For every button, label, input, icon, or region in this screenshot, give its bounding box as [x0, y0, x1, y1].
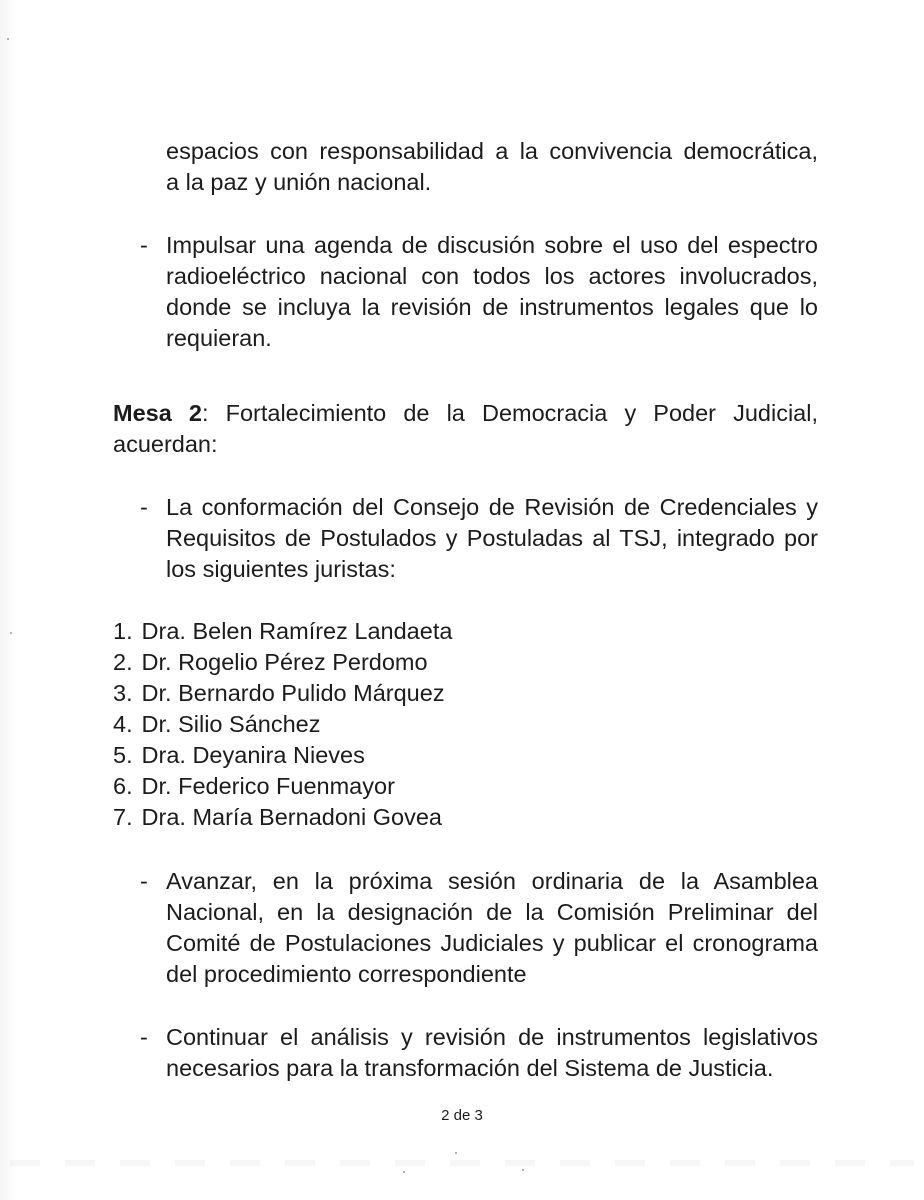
jurist-name: Dra. María Bernadoni Govea	[141, 804, 442, 830]
bullet-paragraph-justice	[166, 1022, 818, 1084]
bullet-dash: -	[140, 494, 148, 520]
mesa-2-paragraph	[113, 398, 818, 460]
scan-speck	[10, 632, 12, 634]
bullet-paragraph-spectrum	[166, 230, 818, 354]
list-item: 2. Dr. Rogelio Pérez Perdomo	[113, 649, 428, 675]
jurist-name: Dra. Belen Ramírez Landaeta	[141, 618, 453, 644]
list-item: 3. Dr. Bernardo Pulido Márquez	[113, 680, 445, 706]
bullet-paragraph-council	[166, 492, 818, 585]
list-item: 4. Dr. Silio Sánchez	[113, 711, 321, 737]
list-item: 6. Dr. Federico Fuenmayor	[113, 773, 395, 799]
page-number: 2 de 3	[441, 1107, 483, 1124]
mesa-2-title: : Fortalecimiento de la Democracia y Poder Judicial,	[201, 400, 818, 426]
mesa-2-line	[113, 398, 818, 429]
paragraph-line: necesarios para la transformación del Sistema de Justicia.	[166, 1055, 774, 1081]
paragraph-line: Impulsar una agenda de discusión sobre el uso del espectro	[166, 232, 818, 258]
paragraph-line: La conformación del Consejo de Revisión de Credenciales y	[166, 494, 818, 520]
paragraph-line: espacios con responsabilidad a la convivencia democrática,	[166, 138, 818, 164]
list-item: 1. Dra. Belen Ramírez Landaeta	[113, 618, 453, 644]
scan-speck	[455, 1152, 457, 1154]
scan-speck	[522, 1169, 524, 1171]
paragraph-line: Requisitos de Postulados y Postuladas al TSJ, integrado por	[166, 525, 818, 551]
jurist-name: Dr. Federico Fuenmayor	[141, 773, 395, 799]
jurist-name: Dr. Silio Sánchez	[141, 711, 321, 737]
paragraph-line: Comité de Postulaciones Judiciales y publicar el cronograma	[166, 930, 818, 956]
scan-speck	[7, 38, 9, 40]
bullet-dash: -	[140, 232, 148, 258]
paragraph-line: Continuar el análisis y revisión de instrumentos legislativos	[166, 1024, 818, 1050]
paragraph-line: los siguientes juristas:	[166, 556, 396, 582]
paragraph-line: del procedimiento correspondiente	[166, 961, 527, 987]
paragraph-line: Avanzar, en la próxima sesión ordinaria de la Asamblea	[166, 868, 818, 894]
list-item: 5. Dra. Deyanira Nieves	[113, 742, 365, 768]
paragraph-line: donde se incluya la revisión de instrumentos legales que lo	[166, 294, 818, 320]
paragraph-line: Nacional, en la designación de la Comisión Preliminar del	[166, 899, 818, 925]
paragraph-line: radioeléctrico nacional con todos los actores involucrados,	[166, 263, 818, 289]
paragraph-line: requieran.	[166, 325, 272, 351]
scan-speck	[403, 1171, 405, 1173]
bullet-dash: -	[140, 1024, 148, 1050]
jurist-name: Dr. Bernardo Pulido Márquez	[141, 680, 445, 706]
continuation-paragraph	[166, 136, 818, 198]
paragraph-line: a la paz y unión nacional.	[166, 169, 432, 195]
paragraph-line: acuerdan:	[113, 431, 218, 457]
bullet-paragraph-assembly	[166, 866, 818, 990]
list-item: 7. Dra. María Bernadoni Govea	[113, 804, 442, 830]
scan-noise	[10, 1160, 914, 1166]
jurist-name: Dr. Rogelio Pérez Perdomo	[141, 649, 428, 675]
jurist-name: Dra. Deyanira Nieves	[141, 742, 365, 768]
bullet-dash: -	[140, 868, 148, 894]
mesa-2-label: Mesa 2	[113, 400, 202, 426]
